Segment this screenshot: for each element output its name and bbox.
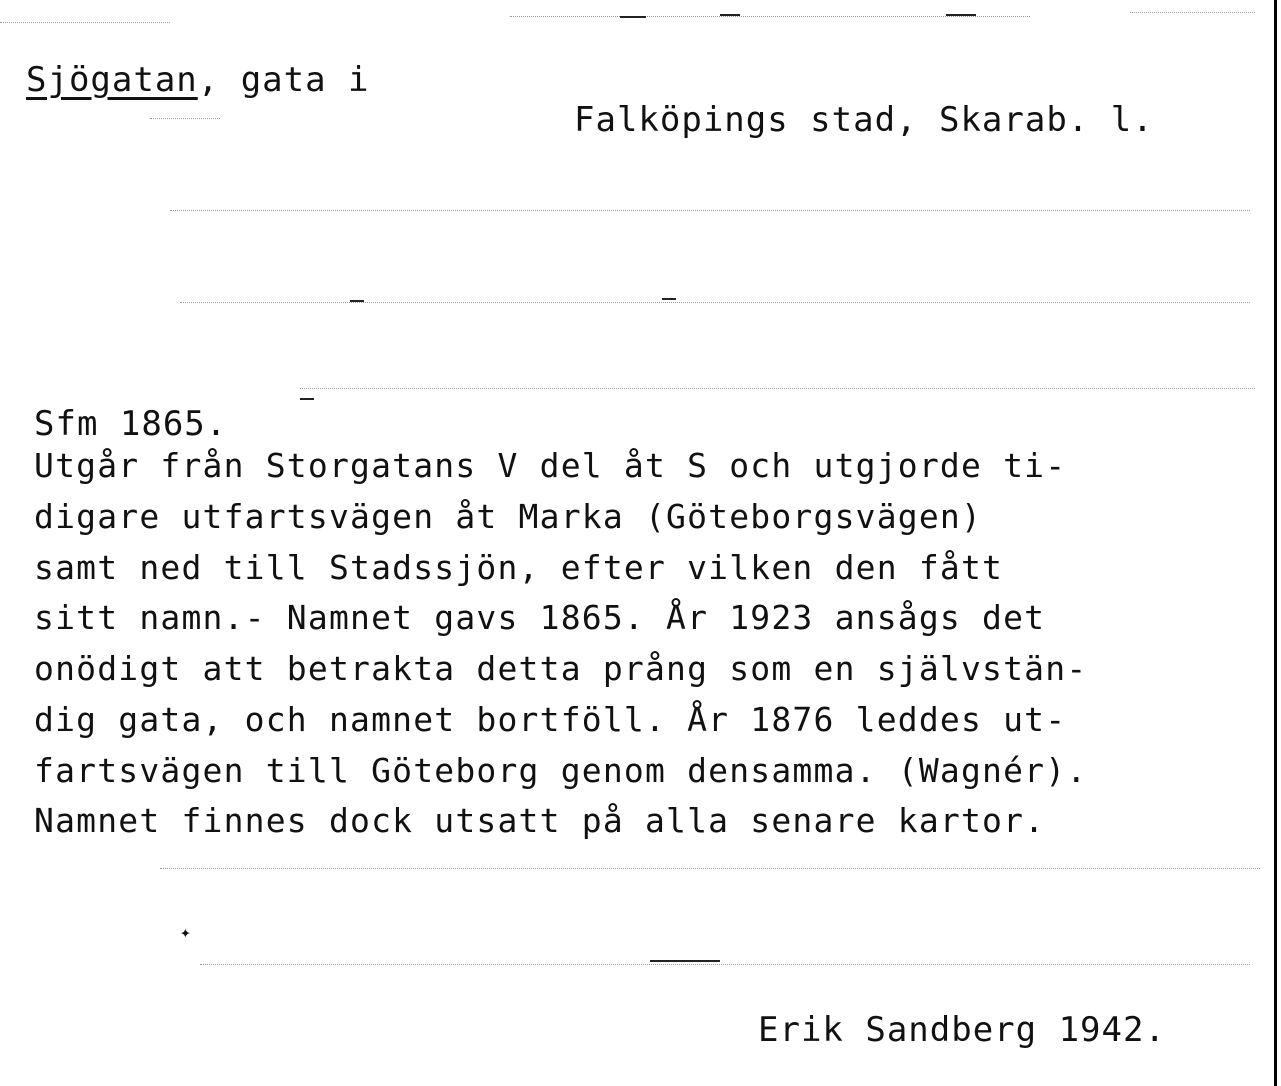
ruled-line [150, 118, 220, 119]
ruled-line [180, 302, 1250, 303]
ruled-line [160, 868, 1260, 869]
location-line: Falköpings stad, Skarab. l. [574, 100, 1154, 140]
ruled-dash [620, 16, 646, 18]
ruled-dash [946, 14, 976, 16]
ruled-line [200, 964, 1250, 965]
ink-mark-icon: ✦ [180, 922, 191, 943]
ruled-dash [650, 960, 720, 962]
street-type: , gata i [197, 60, 370, 100]
body-text-line: onödigt att betrakta detta prång som en självstän- [34, 649, 1088, 688]
body-text-line: digare utfartsvägen åt Marka (Göteborgsvägen) [34, 497, 983, 536]
ruled-line [0, 22, 170, 23]
signature: Erik Sandberg 1942. [758, 1010, 1166, 1050]
card-edge [1274, 0, 1277, 1086]
ruled-line [1130, 12, 1255, 13]
ruled-dash [720, 14, 740, 16]
ruled-line [510, 16, 1030, 17]
source-reference: Sfm 1865. [34, 404, 228, 444]
body-text-line: Utgår från Storgatans V del åt S och utgjorde ti- [34, 446, 1067, 485]
body-text-line: sitt namn.- Namnet gavs 1865. År 1923 ansågs det [34, 598, 1046, 637]
body-text-line: Namnet finnes dock utsatt på alla senare kartor. [34, 801, 1046, 840]
body-text-line: fartsvägen till Göteborg genom densamma. (Wagnér). [34, 751, 1088, 790]
ruled-dash [300, 398, 314, 400]
ruled-dash [662, 298, 676, 300]
card-heading [26, 60, 370, 100]
body-text-line: samt ned till Stadssjön, efter vilken den fått [34, 548, 1004, 587]
body-text-line: dig gata, och namnet bortföll. År 1876 leddes ut- [34, 700, 1067, 739]
ruled-line [170, 210, 1250, 211]
street-name: Sjögatan [26, 60, 198, 100]
ruled-line [300, 388, 1255, 389]
ruled-dash [350, 300, 364, 302]
